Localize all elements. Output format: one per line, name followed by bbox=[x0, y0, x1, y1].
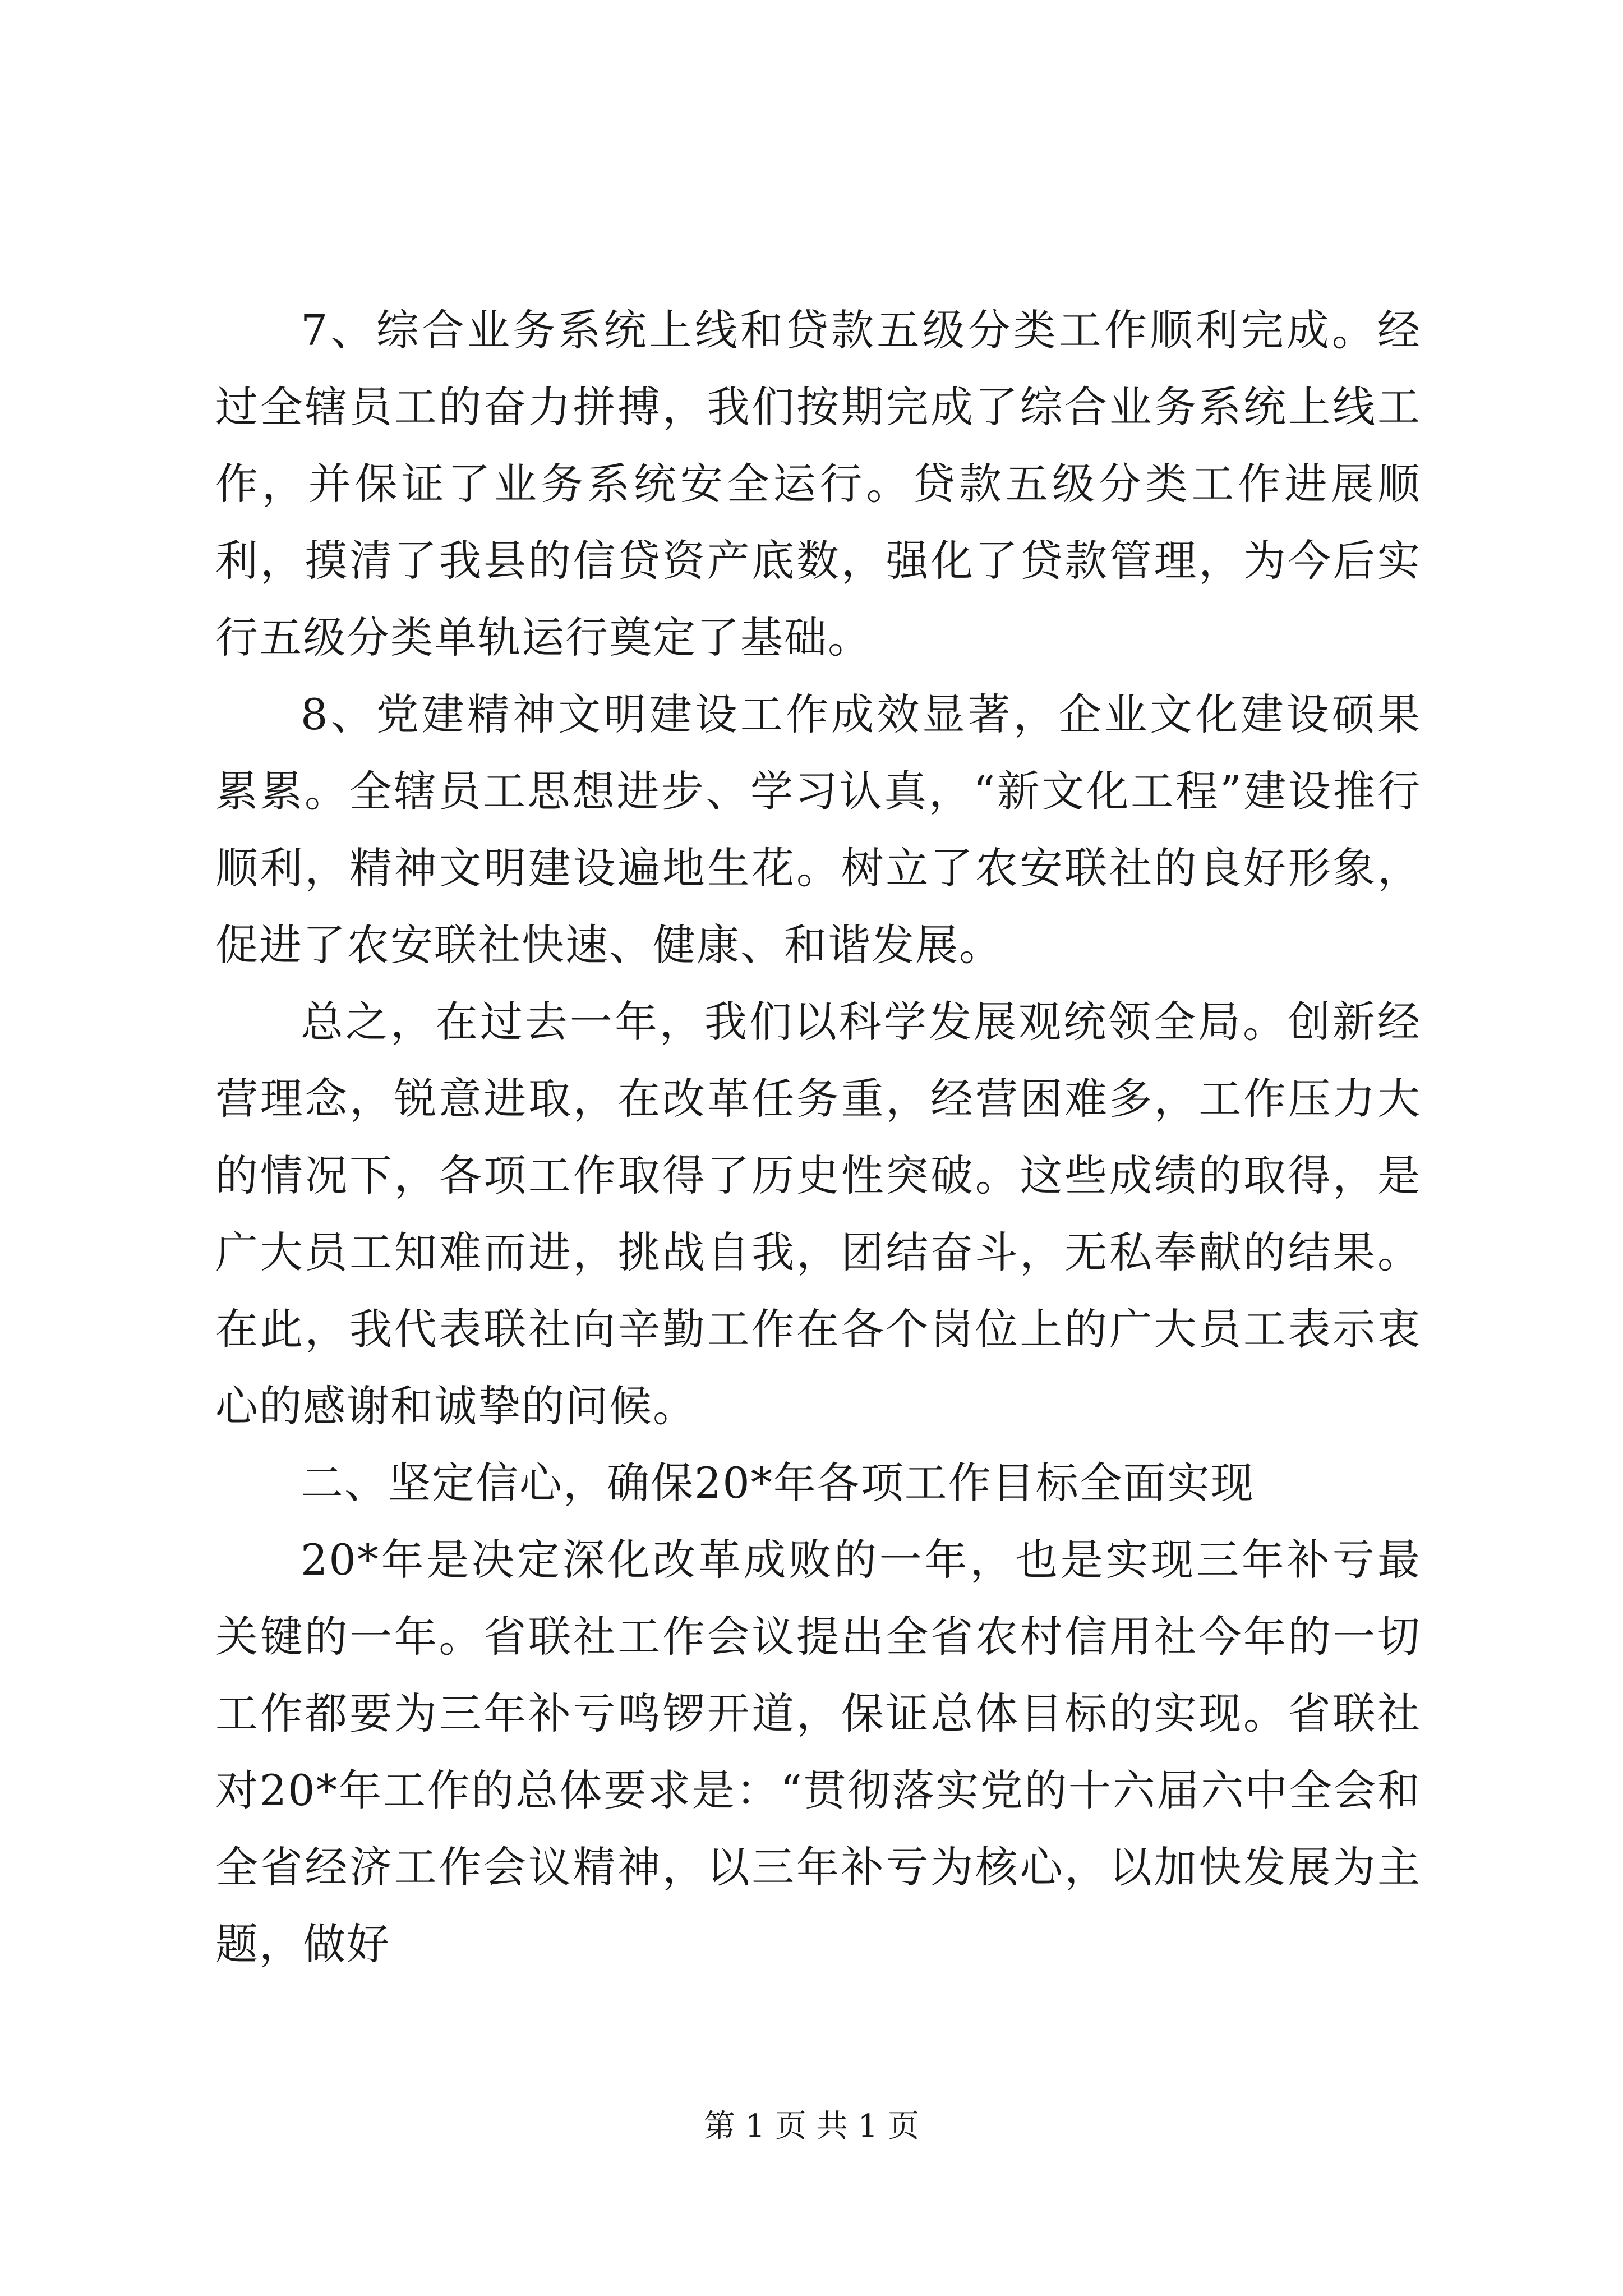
section-heading-two: 二、坚定信心，确保20*年各项工作目标全面实现 bbox=[301, 1458, 1255, 1508]
page-footer: 第 1 页 共 1 页 bbox=[703, 2108, 920, 2145]
document-body bbox=[215, 292, 1421, 1982]
paragraph-year-goals: 20*年是决定深化改革成败的一年，也是实现三年补亏最关键的一年。省联社工作会议提出全省农村信用社今年的一切工作都要为三年补亏鸣锣开道，保证总体目标的实现。省联社对20*年工作的总体要求是：“贯彻落实党的十六届六中全会和全省经济工作会议精神，以三年补亏为核心，以加快发展为主题，做好 bbox=[215, 1535, 1421, 1969]
paragraph-item-7: 7、综合业务系统上线和贷款五级分类工作顺利完成。经过全辖员工的奋力拼搏，我们按期完成了综合业务系统上线工作，并保证了业务系统安全运行。贷款五级分类工作进展顺利，摸清了我县的信贷资产底数，强化了贷款管理，为今后实行五级分类单轨运行奠定了基础。 bbox=[215, 305, 1421, 662]
paragraph-summary: 总之，在过去一年，我们以科学发展观统领全局。创新经营理念，锐意进取，在改革任务重，经营困难多，工作压力大的情况下，各项工作取得了历史性突破。这些成绩的取得，是广大员工知难而进，挑战自我，团结奋斗，无私奉献的结果。在此，我代表联社向辛勤工作在各个岗位上的广大员工表示衷心的感谢和诚挚的问候。 bbox=[215, 997, 1421, 1431]
paragraph-item-8: 8、党建精神文明建设工作成效显著，企业文化建设硕果累累。全辖员工思想进步、学习认真，“新文化工程”建设推行顺利，精神文明建设遍地生花。树立了农安联社的良好形象，促进了农安联社快速、健康、和谐发展。 bbox=[215, 689, 1421, 970]
